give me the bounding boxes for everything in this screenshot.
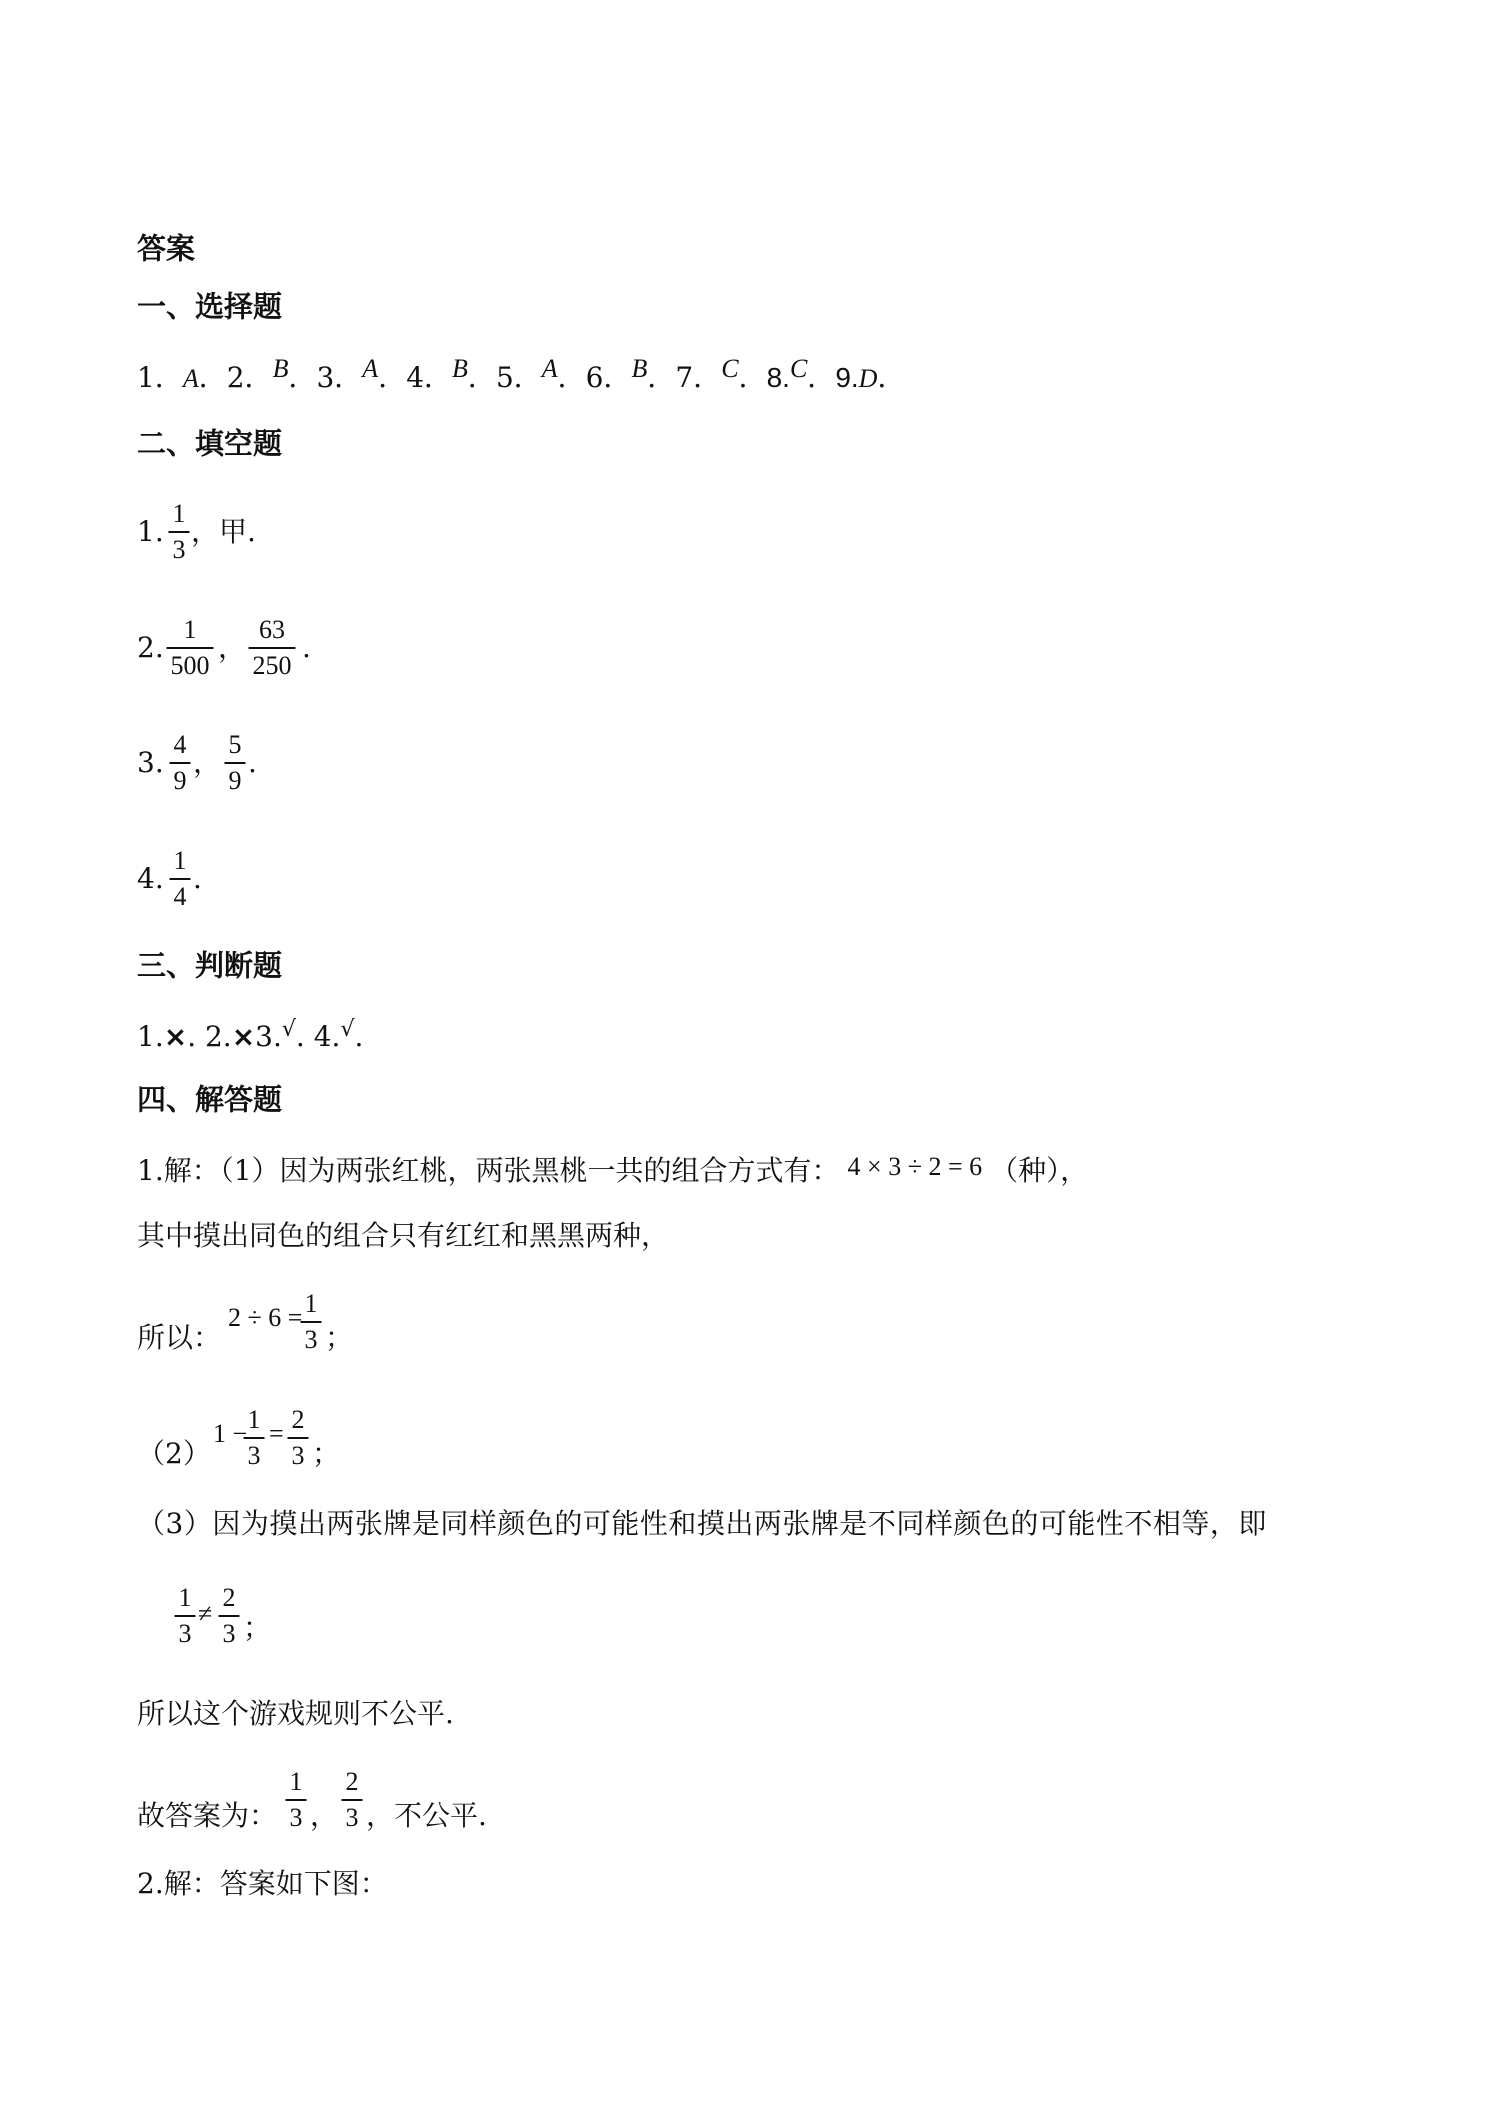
solution-tail: ，不公平. xyxy=(366,1799,487,1832)
judge-number: . 4. xyxy=(295,1020,341,1053)
solution-text: 其中摸出同色的组合只有红红和黑黑两种， xyxy=(137,1219,670,1252)
solution-text: （3）因为摸出两张牌是同样颜色的可能性和摸出两张牌是不同样颜色的可能性不相等，即 xyxy=(137,1507,1267,1540)
fill-q2-number: 2. xyxy=(137,631,164,664)
not-equal-sign: ≠ xyxy=(198,1599,213,1628)
fraction xyxy=(167,617,214,679)
choice-letter: A xyxy=(541,354,558,383)
choice-sep: ． xyxy=(467,361,496,394)
judge-answers-row xyxy=(137,1017,364,1053)
numerator: 1 xyxy=(172,499,186,528)
fraction xyxy=(170,848,191,910)
formula-subtract: 1 − xyxy=(213,1419,248,1448)
page-title: 答案 xyxy=(137,231,196,266)
choice-number: 5． xyxy=(495,361,542,394)
numerator: 2 xyxy=(291,1405,305,1434)
numerator: 63 xyxy=(259,615,285,644)
solution-tail: ； xyxy=(243,1611,272,1644)
denominator: 3 xyxy=(291,1441,305,1470)
fraction xyxy=(169,501,190,563)
numerator: 2 xyxy=(222,1583,236,1612)
solution-tail: ； xyxy=(325,1321,354,1354)
fill-q3-number: 3. xyxy=(137,746,164,779)
cross-mark: × xyxy=(231,1020,256,1053)
denominator: 500 xyxy=(170,651,210,680)
solution-tail: ； xyxy=(312,1437,341,1470)
choice-sep: ． xyxy=(288,361,317,394)
choice-number: 6． xyxy=(585,361,632,394)
numerator: 2 xyxy=(345,1767,359,1796)
denominator: 3 xyxy=(304,1325,318,1354)
denominator: 9 xyxy=(173,766,187,795)
judge-number: . 2. xyxy=(187,1020,232,1053)
choice-sep: ． xyxy=(557,361,586,394)
fraction xyxy=(225,732,246,794)
solution-1-tail: （种）， xyxy=(990,1154,1089,1187)
denominator: 4 xyxy=(173,882,187,911)
numerator: 4 xyxy=(173,730,187,759)
denominator: 3 xyxy=(222,1619,236,1648)
numerator: 1 xyxy=(183,615,197,644)
choice-number: 9. xyxy=(835,362,859,393)
fraction xyxy=(286,1769,307,1831)
denominator: 3 xyxy=(345,1803,359,1832)
choice-sep: ． xyxy=(877,361,906,394)
numerator: 1 xyxy=(289,1767,303,1796)
choice-sep: ． xyxy=(647,361,676,394)
choice-sep: ． xyxy=(378,361,407,394)
numerator: 5 xyxy=(228,730,242,759)
fraction xyxy=(170,732,191,794)
choice-letter: B xyxy=(631,354,648,383)
denominator: 3 xyxy=(178,1619,192,1648)
fill-q1-tail: ，甲. xyxy=(191,515,256,548)
formula-divide: 2 ÷ 6 = xyxy=(228,1303,303,1332)
choice-number: 3． xyxy=(316,361,363,394)
solution-text xyxy=(137,1152,1089,1187)
denominator: 3 xyxy=(289,1803,303,1832)
check-mark: √ xyxy=(281,1017,296,1042)
fill-q4-number: 4. xyxy=(137,862,164,895)
choice-number: 4． xyxy=(406,361,453,394)
numerator: 1 xyxy=(178,1583,192,1612)
choice-sep: ． xyxy=(198,361,227,394)
choice-number: 8. xyxy=(766,362,790,393)
cross-mark: × xyxy=(163,1020,188,1053)
choice-letter: B xyxy=(452,354,468,383)
choice-sep: ． xyxy=(738,361,767,394)
fill-q4-tail: . xyxy=(193,862,202,895)
choice-letter: D xyxy=(858,364,878,393)
denominator: 250 xyxy=(252,651,292,680)
fraction xyxy=(342,1769,363,1831)
section3-heading: 三、判断题 xyxy=(137,948,283,983)
fill-q2-sep: ， xyxy=(218,631,247,664)
fill-q1-number: 1. xyxy=(137,515,164,548)
formula-combinations: 4 × 3 ÷ 2 = 6 xyxy=(847,1152,983,1181)
numerator: 1 xyxy=(173,846,187,875)
check-mark: √ xyxy=(340,1017,355,1042)
choice-number: 2． xyxy=(226,361,273,394)
fraction xyxy=(249,617,296,679)
choice-sep: ． xyxy=(807,361,836,394)
denominator: 3 xyxy=(172,535,186,564)
fraction xyxy=(301,1291,322,1353)
section2-heading: 二、填空题 xyxy=(137,426,283,461)
choice-number: 1． xyxy=(137,361,183,394)
fraction xyxy=(175,1585,196,1647)
equals-sign: = xyxy=(269,1419,284,1448)
solution-1-text: 1.解：（1）因为两张红桃，两张黑桃一共的组合方式有： xyxy=(137,1154,840,1187)
fraction xyxy=(244,1407,265,1469)
choice-letter: C xyxy=(721,354,739,383)
solution-text: 2.解：答案如下图： xyxy=(137,1867,388,1900)
judge-number: 1. xyxy=(137,1020,164,1053)
choice-number: 7． xyxy=(675,361,722,394)
fill-q3-tail: . xyxy=(248,746,257,779)
choice-letter: A xyxy=(362,354,379,383)
judge-number: 3. xyxy=(255,1020,282,1053)
solution-prefix: 故答案为： xyxy=(137,1799,278,1832)
denominator: 9 xyxy=(228,766,242,795)
solution-sep: ， xyxy=(310,1799,339,1832)
numerator: 1 xyxy=(247,1405,261,1434)
choice-letter: C xyxy=(789,354,808,383)
solution-text: 所以这个游戏规则不公平. xyxy=(137,1697,454,1730)
fill-q2-tail: . xyxy=(302,631,311,664)
choice-letter: A xyxy=(182,364,199,393)
choice-answers-row xyxy=(137,354,906,394)
section4-heading: 四、解答题 xyxy=(137,1082,283,1117)
fraction xyxy=(288,1407,309,1469)
fill-q3-sep: ， xyxy=(193,746,222,779)
solution-prefix: 所以： xyxy=(137,1321,222,1354)
numerator: 1 xyxy=(304,1289,318,1318)
solution-prefix: （2） xyxy=(137,1437,211,1470)
denominator: 3 xyxy=(247,1441,261,1470)
judge-number: . xyxy=(354,1020,364,1053)
choice-letter: B xyxy=(272,354,289,383)
fraction xyxy=(219,1585,240,1647)
section1-heading: 一、选择题 xyxy=(137,289,283,324)
